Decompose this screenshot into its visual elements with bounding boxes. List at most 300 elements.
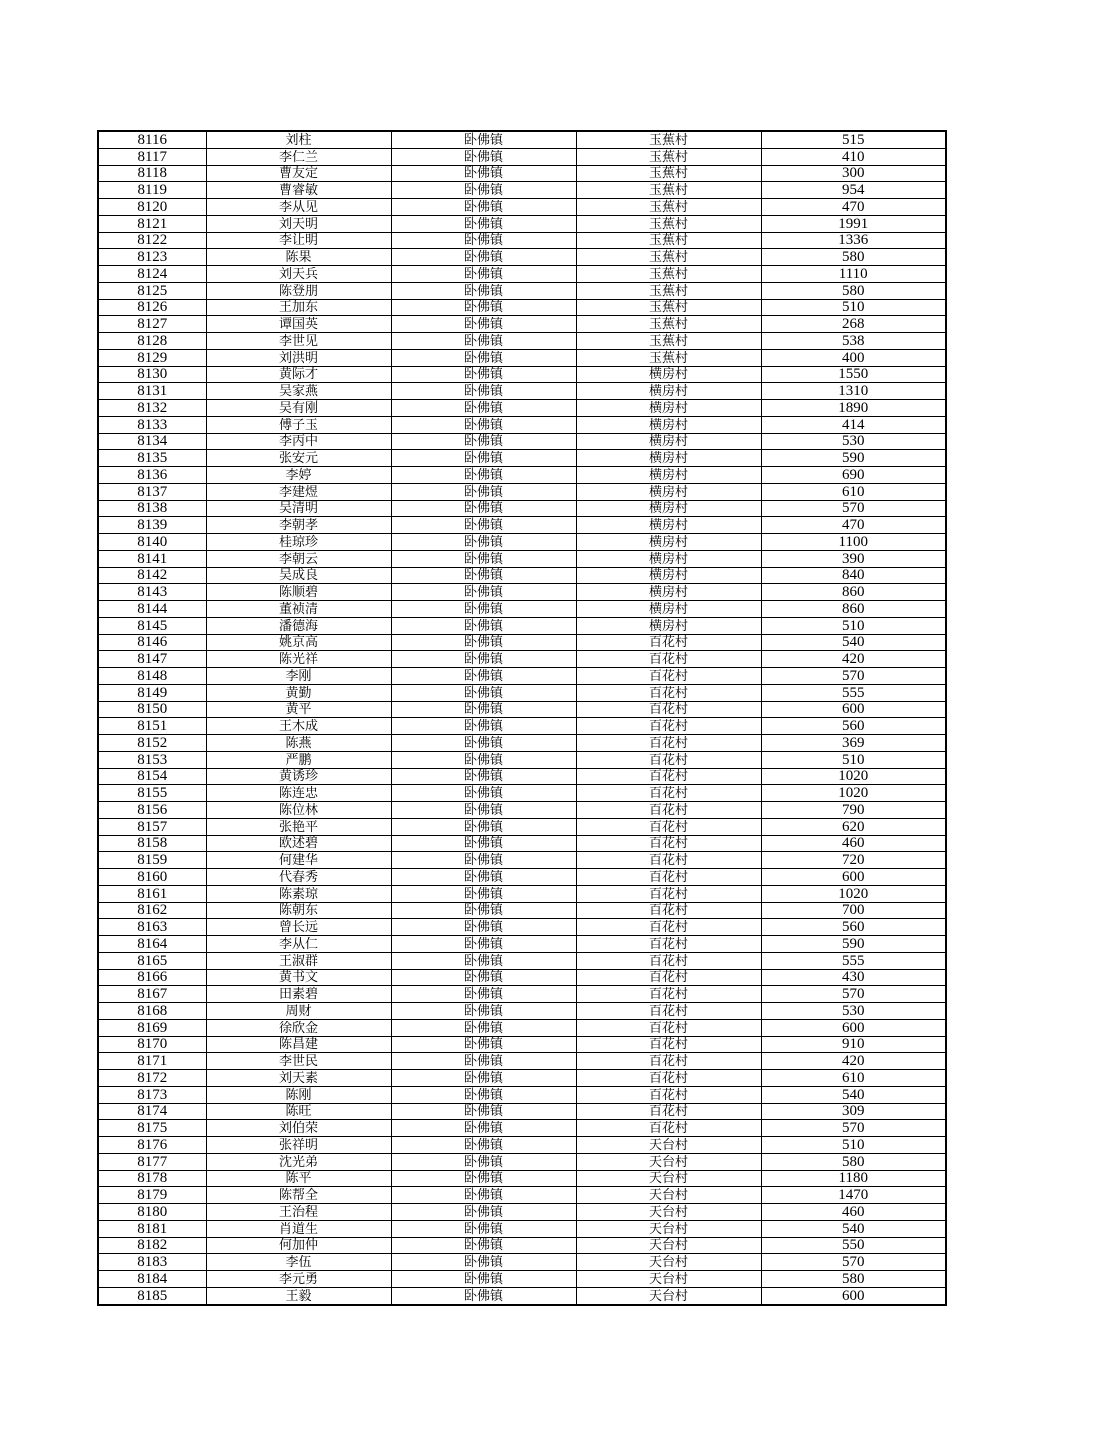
amount-cell: 860 — [761, 584, 946, 601]
name-cell: 李让明 — [206, 232, 391, 249]
town-cell: 卧佛镇 — [391, 148, 576, 165]
village-cell: 横房村 — [576, 400, 761, 417]
table-row — [98, 902, 946, 919]
name-cell: 李仁兰 — [206, 148, 391, 165]
village-cell: 横房村 — [576, 366, 761, 383]
town-cell: 卧佛镇 — [391, 969, 576, 986]
name-cell: 张祥明 — [206, 1137, 391, 1154]
name-cell: 董祯清 — [206, 601, 391, 618]
town-cell: 卧佛镇 — [391, 584, 576, 601]
town-cell: 卧佛镇 — [391, 1019, 576, 1036]
record-number-cell: 8135 — [98, 450, 206, 467]
village-cell: 百花村 — [576, 768, 761, 785]
name-cell: 黄诱珍 — [206, 768, 391, 785]
name-cell: 李刚 — [206, 668, 391, 685]
record-number-cell: 8119 — [98, 182, 206, 199]
amount-cell: 430 — [761, 969, 946, 986]
amount-cell: 1110 — [761, 266, 946, 283]
amount-cell: 570 — [761, 500, 946, 517]
record-number-cell: 8180 — [98, 1204, 206, 1221]
name-cell: 刘洪明 — [206, 349, 391, 366]
name-cell: 陈登朋 — [206, 282, 391, 299]
town-cell: 卧佛镇 — [391, 1254, 576, 1271]
amount-cell: 400 — [761, 349, 946, 366]
name-cell: 黄际才 — [206, 366, 391, 383]
record-number-cell: 8176 — [98, 1137, 206, 1154]
table-row — [98, 282, 946, 299]
record-number-cell: 8120 — [98, 199, 206, 216]
table-row — [98, 969, 946, 986]
village-cell: 百花村 — [576, 735, 761, 752]
amount-cell: 540 — [761, 634, 946, 651]
record-number-cell: 8137 — [98, 483, 206, 500]
village-cell: 横房村 — [576, 450, 761, 467]
record-number-cell: 8128 — [98, 333, 206, 350]
record-number-cell: 8162 — [98, 902, 206, 919]
amount-cell: 410 — [761, 148, 946, 165]
amount-cell: 420 — [761, 1053, 946, 1070]
town-cell: 卧佛镇 — [391, 668, 576, 685]
amount-cell: 910 — [761, 1036, 946, 1053]
table-row — [98, 550, 946, 567]
name-cell: 何建华 — [206, 852, 391, 869]
amount-cell: 530 — [761, 433, 946, 450]
name-cell: 肖道生 — [206, 1220, 391, 1237]
town-cell: 卧佛镇 — [391, 182, 576, 199]
amount-cell: 460 — [761, 835, 946, 852]
name-cell: 陈连忠 — [206, 785, 391, 802]
record-number-cell: 8179 — [98, 1187, 206, 1204]
town-cell: 卧佛镇 — [391, 1237, 576, 1254]
village-cell: 百花村 — [576, 835, 761, 852]
record-number-cell: 8143 — [98, 584, 206, 601]
record-number-cell: 8133 — [98, 416, 206, 433]
name-cell: 李从见 — [206, 199, 391, 216]
record-number-cell: 8132 — [98, 400, 206, 417]
name-cell: 李建煜 — [206, 483, 391, 500]
record-number-cell: 8134 — [98, 433, 206, 450]
record-number-cell: 8130 — [98, 366, 206, 383]
name-cell: 陈燕 — [206, 735, 391, 752]
record-number-cell: 8184 — [98, 1271, 206, 1288]
amount-cell: 390 — [761, 550, 946, 567]
name-cell: 李从仁 — [206, 936, 391, 953]
table-row — [98, 232, 946, 249]
village-cell: 百花村 — [576, 1086, 761, 1103]
amount-cell: 560 — [761, 718, 946, 735]
village-cell: 百花村 — [576, 1019, 761, 1036]
record-number-cell: 8124 — [98, 266, 206, 283]
town-cell: 卧佛镇 — [391, 852, 576, 869]
town-cell: 卧佛镇 — [391, 768, 576, 785]
record-number-cell: 8136 — [98, 467, 206, 484]
amount-cell: 700 — [761, 902, 946, 919]
amount-cell: 1336 — [761, 232, 946, 249]
town-cell: 卧佛镇 — [391, 617, 576, 634]
record-number-cell: 8156 — [98, 802, 206, 819]
name-cell: 陈平 — [206, 1170, 391, 1187]
town-cell: 卧佛镇 — [391, 400, 576, 417]
name-cell: 周财 — [206, 1003, 391, 1020]
village-cell: 横房村 — [576, 483, 761, 500]
amount-cell: 600 — [761, 1019, 946, 1036]
table-row — [98, 215, 946, 232]
town-cell: 卧佛镇 — [391, 751, 576, 768]
village-cell: 横房村 — [576, 500, 761, 517]
village-cell: 百花村 — [576, 919, 761, 936]
village-cell: 天台村 — [576, 1237, 761, 1254]
name-cell: 潘德海 — [206, 617, 391, 634]
amount-cell: 420 — [761, 651, 946, 668]
name-cell: 陈素琼 — [206, 885, 391, 902]
table-row — [98, 584, 946, 601]
amount-cell: 600 — [761, 869, 946, 886]
record-number-cell: 8131 — [98, 383, 206, 400]
village-cell: 玉蕉村 — [576, 199, 761, 216]
village-cell: 横房村 — [576, 416, 761, 433]
table-row — [98, 1019, 946, 1036]
name-cell: 李丙中 — [206, 433, 391, 450]
name-cell: 陈光祥 — [206, 651, 391, 668]
town-cell: 卧佛镇 — [391, 701, 576, 718]
record-number-cell: 8142 — [98, 567, 206, 584]
name-cell: 王治程 — [206, 1204, 391, 1221]
village-cell: 百花村 — [576, 634, 761, 651]
amount-cell: 538 — [761, 333, 946, 350]
town-cell: 卧佛镇 — [391, 550, 576, 567]
record-number-cell: 8146 — [98, 634, 206, 651]
amount-cell: 555 — [761, 684, 946, 701]
town-cell: 卧佛镇 — [391, 986, 576, 1003]
town-cell: 卧佛镇 — [391, 718, 576, 735]
table-row — [98, 751, 946, 768]
village-cell: 百花村 — [576, 986, 761, 1003]
record-number-cell: 8148 — [98, 668, 206, 685]
town-cell: 卧佛镇 — [391, 1170, 576, 1187]
table-row — [98, 1237, 946, 1254]
amount-cell: 510 — [761, 299, 946, 316]
amount-cell: 570 — [761, 986, 946, 1003]
table-row — [98, 148, 946, 165]
amount-cell: 600 — [761, 1287, 946, 1304]
name-cell: 吴成良 — [206, 567, 391, 584]
record-number-cell: 8154 — [98, 768, 206, 785]
village-cell: 玉蕉村 — [576, 266, 761, 283]
village-cell: 天台村 — [576, 1271, 761, 1288]
village-cell: 玉蕉村 — [576, 349, 761, 366]
amount-cell: 1020 — [761, 768, 946, 785]
table-row — [98, 366, 946, 383]
village-cell: 横房村 — [576, 584, 761, 601]
amount-cell: 300 — [761, 165, 946, 182]
village-cell: 横房村 — [576, 534, 761, 551]
record-number-cell: 8182 — [98, 1237, 206, 1254]
village-cell: 百花村 — [576, 1053, 761, 1070]
table-row — [98, 818, 946, 835]
amount-cell: 1991 — [761, 215, 946, 232]
table-row — [98, 852, 946, 869]
table-row — [98, 768, 946, 785]
table-row — [98, 1287, 946, 1304]
amount-cell: 790 — [761, 802, 946, 819]
village-cell: 百花村 — [576, 1070, 761, 1087]
name-cell: 吴清明 — [206, 500, 391, 517]
record-number-cell: 8169 — [98, 1019, 206, 1036]
table-row — [98, 869, 946, 886]
record-number-cell: 8174 — [98, 1103, 206, 1120]
village-cell: 玉蕉村 — [576, 148, 761, 165]
record-number-cell: 8153 — [98, 751, 206, 768]
name-cell: 陈帮全 — [206, 1187, 391, 1204]
amount-cell: 610 — [761, 483, 946, 500]
table-row — [98, 701, 946, 718]
table-row — [98, 517, 946, 534]
town-cell: 卧佛镇 — [391, 735, 576, 752]
table-row — [98, 718, 946, 735]
amount-cell: 610 — [761, 1070, 946, 1087]
town-cell: 卧佛镇 — [391, 500, 576, 517]
town-cell: 卧佛镇 — [391, 1003, 576, 1020]
amount-cell: 470 — [761, 517, 946, 534]
name-cell: 欧述碧 — [206, 835, 391, 852]
name-cell: 代春秀 — [206, 869, 391, 886]
town-cell: 卧佛镇 — [391, 366, 576, 383]
record-number-cell: 8181 — [98, 1220, 206, 1237]
amount-cell: 268 — [761, 316, 946, 333]
village-cell: 横房村 — [576, 617, 761, 634]
amount-cell: 560 — [761, 919, 946, 936]
name-cell: 刘天明 — [206, 215, 391, 232]
village-cell: 玉蕉村 — [576, 182, 761, 199]
amount-cell: 510 — [761, 617, 946, 634]
name-cell: 李元勇 — [206, 1271, 391, 1288]
table-row — [98, 266, 946, 283]
record-number-cell: 8160 — [98, 869, 206, 886]
table-row — [98, 1036, 946, 1053]
table-row — [98, 249, 946, 266]
amount-cell: 600 — [761, 701, 946, 718]
name-cell: 陈昌建 — [206, 1036, 391, 1053]
town-cell: 卧佛镇 — [391, 651, 576, 668]
table-row — [98, 433, 946, 450]
village-cell: 横房村 — [576, 567, 761, 584]
amount-cell: 1890 — [761, 400, 946, 417]
name-cell: 陈旺 — [206, 1103, 391, 1120]
record-number-cell: 8118 — [98, 165, 206, 182]
town-cell: 卧佛镇 — [391, 1204, 576, 1221]
record-number-cell: 8165 — [98, 952, 206, 969]
name-cell: 李婷 — [206, 467, 391, 484]
village-cell: 百花村 — [576, 668, 761, 685]
town-cell: 卧佛镇 — [391, 902, 576, 919]
table-row — [98, 316, 946, 333]
table-row — [98, 651, 946, 668]
village-cell: 百花村 — [576, 969, 761, 986]
name-cell: 张安元 — [206, 450, 391, 467]
name-cell: 王木成 — [206, 718, 391, 735]
town-cell: 卧佛镇 — [391, 249, 576, 266]
record-number-cell: 8121 — [98, 215, 206, 232]
town-cell: 卧佛镇 — [391, 885, 576, 902]
town-cell: 卧佛镇 — [391, 333, 576, 350]
table-row — [98, 601, 946, 618]
name-cell: 曹睿敏 — [206, 182, 391, 199]
amount-cell: 530 — [761, 1003, 946, 1020]
amount-cell: 460 — [761, 1204, 946, 1221]
village-cell: 百花村 — [576, 1003, 761, 1020]
records-table — [97, 130, 947, 1306]
table-row — [98, 802, 946, 819]
table-row — [98, 936, 946, 953]
record-number-cell: 8116 — [98, 131, 206, 148]
town-cell: 卧佛镇 — [391, 266, 576, 283]
table-row — [98, 1137, 946, 1154]
table-row — [98, 1053, 946, 1070]
table-row — [98, 1204, 946, 1221]
amount-cell: 1180 — [761, 1170, 946, 1187]
village-cell: 横房村 — [576, 383, 761, 400]
village-cell: 百花村 — [576, 684, 761, 701]
table-row — [98, 483, 946, 500]
name-cell: 刘天素 — [206, 1070, 391, 1087]
town-cell: 卧佛镇 — [391, 1120, 576, 1137]
town-cell: 卧佛镇 — [391, 1036, 576, 1053]
record-number-cell: 8155 — [98, 785, 206, 802]
record-number-cell: 8129 — [98, 349, 206, 366]
table-row — [98, 1103, 946, 1120]
table-row — [98, 182, 946, 199]
record-number-cell: 8158 — [98, 835, 206, 852]
name-cell: 黄书文 — [206, 969, 391, 986]
town-cell: 卧佛镇 — [391, 282, 576, 299]
town-cell: 卧佛镇 — [391, 1287, 576, 1304]
town-cell: 卧佛镇 — [391, 299, 576, 316]
town-cell: 卧佛镇 — [391, 1220, 576, 1237]
village-cell: 百花村 — [576, 785, 761, 802]
table-row — [98, 684, 946, 701]
village-cell: 百花村 — [576, 869, 761, 886]
record-number-cell: 8159 — [98, 852, 206, 869]
name-cell: 刘柱 — [206, 131, 391, 148]
town-cell: 卧佛镇 — [391, 215, 576, 232]
table-row — [98, 333, 946, 350]
name-cell: 陈朝东 — [206, 902, 391, 919]
name-cell: 黄平 — [206, 701, 391, 718]
town-cell: 卧佛镇 — [391, 433, 576, 450]
amount-cell: 470 — [761, 199, 946, 216]
record-number-cell: 8138 — [98, 500, 206, 517]
village-cell: 百花村 — [576, 852, 761, 869]
table-row — [98, 500, 946, 517]
table-row — [98, 349, 946, 366]
amount-cell: 954 — [761, 182, 946, 199]
name-cell: 姚京高 — [206, 634, 391, 651]
town-cell: 卧佛镇 — [391, 416, 576, 433]
village-cell: 天台村 — [576, 1287, 761, 1304]
record-number-cell: 8171 — [98, 1053, 206, 1070]
amount-cell: 580 — [761, 1271, 946, 1288]
name-cell: 徐欣金 — [206, 1019, 391, 1036]
town-cell: 卧佛镇 — [391, 936, 576, 953]
name-cell: 曹友定 — [206, 165, 391, 182]
record-number-cell: 8152 — [98, 735, 206, 752]
amount-cell: 515 — [761, 131, 946, 148]
village-cell: 百花村 — [576, 1036, 761, 1053]
name-cell: 何加仲 — [206, 1237, 391, 1254]
amount-cell: 510 — [761, 751, 946, 768]
record-number-cell: 8172 — [98, 1070, 206, 1087]
town-cell: 卧佛镇 — [391, 567, 576, 584]
name-cell: 李伍 — [206, 1254, 391, 1271]
name-cell: 傅子玉 — [206, 416, 391, 433]
table-row — [98, 1070, 946, 1087]
town-cell: 卧佛镇 — [391, 483, 576, 500]
amount-cell: 540 — [761, 1086, 946, 1103]
record-number-cell: 8126 — [98, 299, 206, 316]
table-row — [98, 1120, 946, 1137]
town-cell: 卧佛镇 — [391, 165, 576, 182]
table-row — [98, 919, 946, 936]
amount-cell: 550 — [761, 1237, 946, 1254]
amount-cell: 840 — [761, 567, 946, 584]
town-cell: 卧佛镇 — [391, 534, 576, 551]
amount-cell: 690 — [761, 467, 946, 484]
name-cell: 王加东 — [206, 299, 391, 316]
name-cell: 李朝孝 — [206, 517, 391, 534]
name-cell: 李世见 — [206, 333, 391, 350]
name-cell: 陈果 — [206, 249, 391, 266]
village-cell: 玉蕉村 — [576, 165, 761, 182]
record-number-cell: 8141 — [98, 550, 206, 567]
name-cell: 曾长远 — [206, 919, 391, 936]
town-cell: 卧佛镇 — [391, 1271, 576, 1288]
town-cell: 卧佛镇 — [391, 1070, 576, 1087]
record-number-cell: 8170 — [98, 1036, 206, 1053]
town-cell: 卧佛镇 — [391, 131, 576, 148]
amount-cell: 590 — [761, 450, 946, 467]
name-cell: 田素碧 — [206, 986, 391, 1003]
record-number-cell: 8157 — [98, 818, 206, 835]
record-number-cell: 8183 — [98, 1254, 206, 1271]
name-cell: 刘伯荣 — [206, 1120, 391, 1137]
amount-cell: 590 — [761, 936, 946, 953]
name-cell: 黄勤 — [206, 684, 391, 701]
record-number-cell: 8151 — [98, 718, 206, 735]
village-cell: 天台村 — [576, 1137, 761, 1154]
record-number-cell: 8163 — [98, 919, 206, 936]
table-row — [98, 416, 946, 433]
record-number-cell: 8149 — [98, 684, 206, 701]
table-row — [98, 1153, 946, 1170]
record-number-cell: 8161 — [98, 885, 206, 902]
town-cell: 卧佛镇 — [391, 835, 576, 852]
record-number-cell: 8127 — [98, 316, 206, 333]
town-cell: 卧佛镇 — [391, 785, 576, 802]
amount-cell: 414 — [761, 416, 946, 433]
amount-cell: 620 — [761, 818, 946, 835]
town-cell: 卧佛镇 — [391, 634, 576, 651]
village-cell: 百花村 — [576, 885, 761, 902]
village-cell: 百花村 — [576, 751, 761, 768]
record-number-cell: 8167 — [98, 986, 206, 1003]
record-number-cell: 8185 — [98, 1287, 206, 1304]
town-cell: 卧佛镇 — [391, 316, 576, 333]
town-cell: 卧佛镇 — [391, 1053, 576, 1070]
village-cell: 玉蕉村 — [576, 299, 761, 316]
record-number-cell: 8117 — [98, 148, 206, 165]
village-cell: 百花村 — [576, 701, 761, 718]
town-cell: 卧佛镇 — [391, 1187, 576, 1204]
